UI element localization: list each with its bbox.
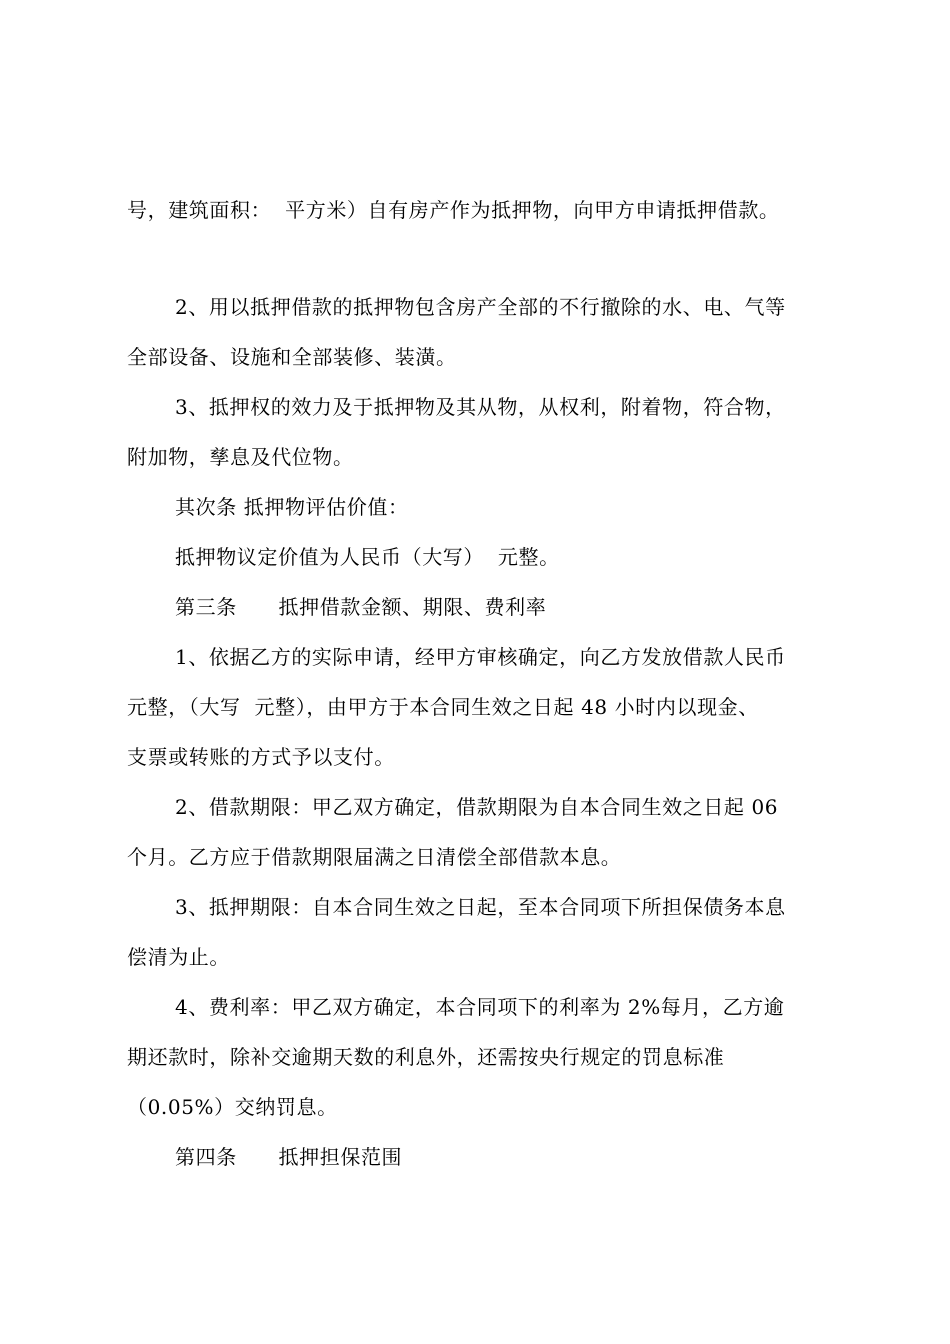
article-4-heading: 第四条 抵押担保范围 [175, 1145, 403, 1169]
article-3-heading: 第三条 抵押借款金额、期限、费利率 [175, 595, 547, 619]
interest-line-2: 期还款时，除补交逾期天数的利息外，还需按央行规定的罚息标准 [127, 1045, 725, 1069]
article-2-heading: 其次条 抵押物评估价值： [175, 495, 409, 519]
text-line: 号，建筑面积： 平方米）自有房产作为抵押物，向甲方申请抵押借款。 [127, 198, 780, 222]
interest-line-3: （0.05%）交纳罚息。 [127, 1095, 338, 1119]
clause-3-line-2: 附加物，孳息及代位物。 [127, 445, 354, 469]
loan-amount-line-2: 元整，（大写 元整），由甲方于本合同生效之日起 48 小时内以现金、 [127, 695, 759, 719]
clause-2-line-1: 2、用以抵押借款的抵押物包含房产全部的不行撤除的水、电、气等 [175, 295, 786, 319]
loan-amount-line-1: 1、依据乙方的实际申请，经甲方审核确定，向乙方发放借款人民币 [175, 645, 786, 669]
mortgage-term-line-2: 偿清为止。 [127, 945, 230, 969]
clause-3-line-1: 3、抵押权的效力及于抵押物及其从物，从权利，附着物，符合物， [175, 395, 786, 419]
clause-2-line-2: 全部设备、设施和全部装修、装潢。 [127, 345, 457, 369]
mortgage-term-line-1: 3、抵押期限：自本合同生效之日起，至本合同项下所担保债务本息 [175, 895, 786, 919]
loan-amount-line-3: 支票或转账的方式予以支付。 [127, 745, 395, 769]
interest-line-1: 4、费利率：甲乙双方确定，本合同项下的利率为 2%每月，乙方逾 [175, 995, 785, 1019]
loan-term-line-2: 个月。乙方应于借款期限届满之日清偿全部借款本息。 [127, 845, 622, 869]
valuation-line: 抵押物议定价值为人民币（大写） 元整。 [175, 545, 560, 569]
loan-term-line-1: 2、借款期限：甲乙双方确定，借款期限为自本合同生效之日起 06 [175, 795, 779, 819]
